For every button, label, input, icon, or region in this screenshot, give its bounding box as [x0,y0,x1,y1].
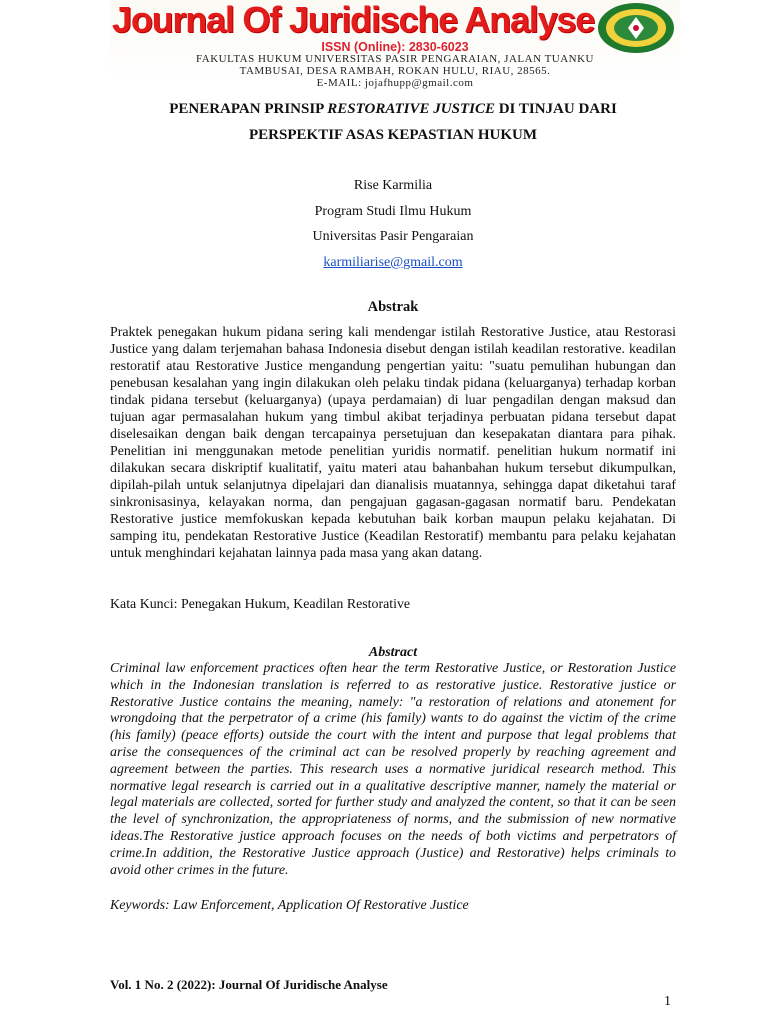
author-info [110,173,676,275]
footer-citation: Vol. 1 No. 2 (2022): Journal Of Juridische Analyse [110,977,388,992]
title-line-2: PERSPEKTIF ASAS KEPASTIAN HUKUM [249,127,537,143]
faculty-address [140,53,650,89]
title-prefix: PENERAPAN PRINSIP [169,101,328,117]
author-name: Rise Karmilia [353,178,433,193]
article-title [110,96,676,148]
author-university: Universitas Pasir Pengaraian [312,229,474,244]
issn-label: ISSN (Online): 2830-6023 [321,40,469,54]
page-number: 1 [664,994,671,1009]
abstrak-heading: Abstrak [367,299,419,315]
logo-dot [633,25,639,31]
title-line-1 [110,96,676,122]
kata-kunci: Kata Kunci: Penegakan Hukum, Keadilan Restorative [110,597,411,612]
keywords: Keywords: Law Enforcement, Application Of Restorative Justice [110,898,469,913]
abstrak-body: Praktek penegakan hukum pidana sering kali mendengar istilah Restorative Justice, atau Restorasi Justice yang dalam terjemahan bahasa Indonesia disebut dengan istilah keadilan restorative. keadilan restoratif atau Restorative Justice mengandung pengertian yaitu: "suatu pemulihan hubungan dan penebusan kesalahan yang ingin dilakukan oleh pelaku tindak pidana (keluarganya) terhadap korban tindak pidana tersebut (keluarganya) (upaya perdamaian) di luar pengadilan dengan maksud dan tujuan agar permasalahan hukum yang timbul akibat terjadinya perbuatan pidana tersebut dapat diselesaikan dengan baik dengan tercapainya persetujuan dan kesepakatan diantara para pihak. Penelitian ini menggunakan metode penelitian yuridis normatif. penelitian hukum normatif ini dilakukan secara diskriptif kualitatif, yaitu materi atau bahanbahan hukum tersebut dikumpulkan, dipilah-pilah untuk selanjutnya dipelajari dan dianalisis muatannya, sehingga dapat diketahui taraf sinkronisasinya, kelayakan norma, dan pengajuan gagasan-gagasan normatif baru. Pendekatan Restorative justice memfokuskan kepada kebutuhan baik korban maupun pelaku kejahatan. Di samping itu, pendekatan Restorative Justice (Keadilan Restoratif) membantu para pelaku kejahatan untuk menghindari kejahatan lainnya pada masa yang akan datang. [110,325,676,561]
abstract-heading: Abstract [368,645,418,660]
journal-name: Journal Of Juridische Analyse [112,0,595,40]
address-line-2: TAMBUSAI, DESA RAMBAH, ROKAN HULU, RIAU, 28565. [239,65,551,77]
journal-email: E-MAIL: jojafhupp@gmail.com [316,77,474,89]
title-italic-term: RESTORATIVE JUSTICE [327,101,495,117]
title-suffix: DI TINJAU DARI [494,101,617,117]
university-logo-icon [596,2,676,54]
author-program: Program Studi Ilmu Hukum [314,203,472,219]
address-line-1: FAKULTAS HUKUM UNIVERSITAS PASIR PENGARAIAN, JALAN TUANKU [195,53,595,65]
author-email-link[interactable]: karmiliarise@gmail.com [323,254,463,270]
abstract-body: Criminal law enforcement practices often hear the term Restorative Justice, or Restoration Justice which in the Indonesian translation is referred to as restorative justice. Restorative justice or Restorative Justice contains the meaning, namely: "a restoration of relations and atonement for wrongdoing that the perpetrator of a crime (his family) wants to do against the victim of the crime (his family) (peace efforts) outside the court with the intent and purpose that legal problems that arise the consequences of the criminal act can be resolved properly by reaching agreement and agreement between the parties. This research uses a normative juridical research method. This normative legal research is carried out in a qualitative descriptive manner, namely the material or legal materials are collected, sorted for further study and analyzed the content, so that it can be seen the level of synchronization, the appropriateness of norms, and the submission of new normative ideas.The Restorative justice approach focuses on the needs of both victims and perpetrators of crime.In addition, the Restorative Justice approach (Justice) and Restorative) helps criminals to avoid other crimes in the future. [110,661,676,878]
